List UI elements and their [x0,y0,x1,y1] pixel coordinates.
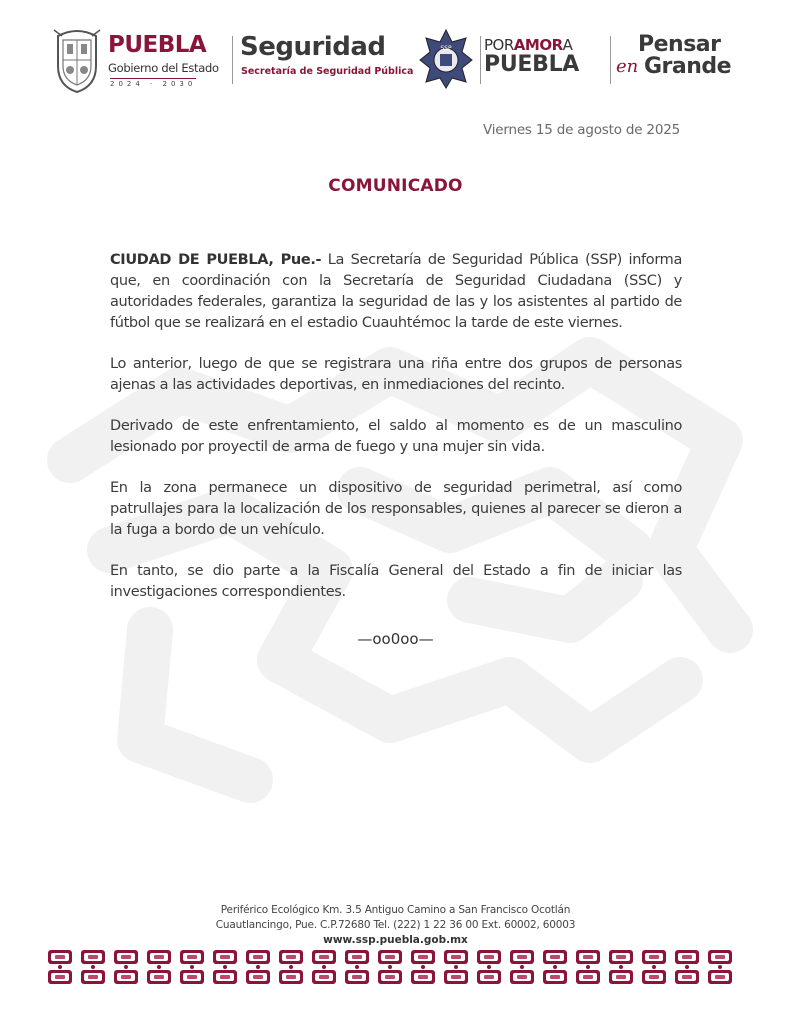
seguridad-logo [240,32,414,90]
amor-logo-bottom: PUEBLA [484,52,580,77]
document-body [110,250,682,623]
gobierno-logo-title: PUEBLA [108,32,207,58]
logo-divider [232,36,233,84]
footer [0,903,791,948]
dateline: CIUDAD DE PUEBLA, Pue.- [110,252,322,268]
pattern-row [48,950,732,984]
footer-address-line: Periférico Ecológico Km. 3.5 Antiguo Camino a San Francisco Ocotlán [220,904,571,916]
decorative-pattern-band [46,944,746,994]
document-date: Viernes 15 de agosto de 2025 [482,122,680,138]
paragraph: En la zona permanece un dispositivo de seguridad perimetral, así como patrullajes para la localización de los responsables, quienes al parecer se dieron a la fuga a bordo de un vehículo. [110,480,682,538]
pensar-en-grande-logo [616,34,746,92]
paragraph: Lo anterior, luego de que se registrara una riña entre dos grupos de personas ajenas a las actividades deportivas, en inmediaciones del recinto. [110,356,682,393]
gobierno-logo-years: 2024 · 2030 [110,80,197,88]
amor-logo-suffix: A [562,36,573,54]
footer-website-link[interactable]: www.ssp.puebla.gob.mx [323,934,468,946]
coat-of-arms-icon [52,26,102,94]
logo-divider [610,36,611,84]
pensar-logo-en: en [616,56,639,77]
logo-divider [480,36,481,84]
paragraph [110,250,682,334]
badge-text: SSP [440,45,452,52]
footer-address-line: Cuautlancingo, Pue. C.P.72680 Tel. (222) 1 22 36 00 Ext. 60002, 60003 [215,919,576,931]
por-amor-a-puebla-logo [484,36,602,92]
police-badge-icon [418,28,474,90]
gobierno-puebla-logo [108,34,228,94]
gobierno-logo-subtitle: Gobierno del Estado [108,61,219,75]
pensar-logo-top: Pensar [638,32,721,57]
seguridad-logo-title: Seguridad [240,32,386,62]
amor-logo-prefix: POR [484,36,514,54]
document-title: COMUNICADO [328,176,463,196]
pensar-logo-bottom: Grande [644,54,732,79]
amor-logo-accent: AMOR [513,36,563,54]
seguridad-logo-subtitle: Secretaría de Seguridad Pública [241,66,414,77]
paragraph: En tanto, se dio parte a la Fiscalía General del Estado a fin de iniciar las investigaciones correspondientes. [110,563,682,600]
paragraph-text: La Secretaría de Seguridad Pública (SSP) informa que, en coordinación con la Secretaría de Seguridad Ciudadana (SSC) y autoridades federales, garantiza la seguridad de las y los asistentes al partido de fútbol que se realizará en el estadio Cuauhtémoc la tarde de este viernes. [110,252,682,331]
paragraph: Derivado de este enfrentamiento, el saldo al momento es de un masculino lesionado por proyectil de arma de fuego y una mujer sin vida. [110,418,682,455]
header-logos [52,22,742,102]
closing-mark: —oo0oo— [357,630,434,648]
